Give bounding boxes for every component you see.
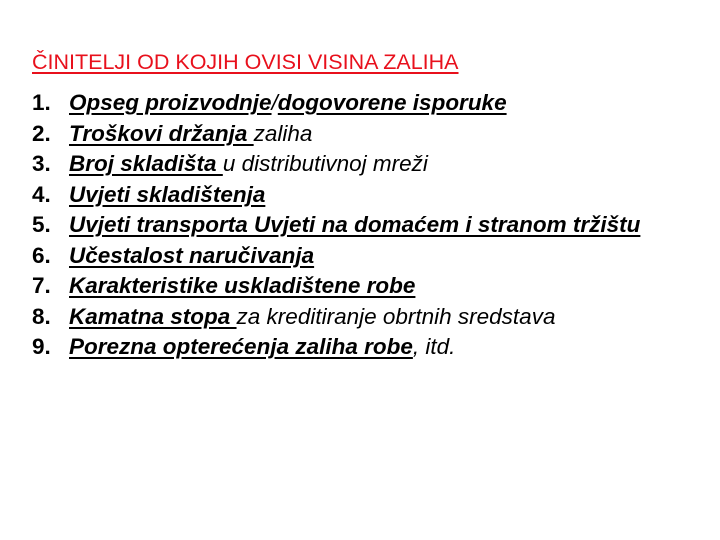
item-text bbox=[69, 241, 682, 272]
item-underlined-text: Broj skladišta bbox=[69, 151, 223, 176]
list-item bbox=[32, 302, 682, 333]
item-number: 9. bbox=[32, 334, 51, 359]
item-underlined-text: Učestalost naručivanja bbox=[69, 242, 315, 268]
item-underlined-text-2: dogovorene isporuke bbox=[277, 90, 507, 115]
item-number: 7. bbox=[32, 273, 51, 298]
item-text bbox=[69, 210, 682, 241]
item-number: 4. bbox=[32, 181, 51, 207]
item-underlined-text: Porezna opterećenja zaliha robe bbox=[69, 334, 413, 359]
list-item bbox=[32, 241, 682, 272]
item-underlined-text: Kamatna stopa bbox=[69, 303, 237, 329]
list-item bbox=[32, 149, 682, 180]
list-item bbox=[32, 88, 682, 119]
item-rest-text: u distributivnoj mreži bbox=[222, 151, 428, 176]
item-rest-text: zaliha bbox=[253, 120, 313, 146]
item-number: 6. bbox=[32, 242, 51, 268]
item-text bbox=[69, 271, 682, 302]
item-text bbox=[69, 119, 682, 150]
item-number: 1. bbox=[32, 90, 51, 115]
item-text bbox=[69, 88, 682, 119]
item-rest-text: , itd. bbox=[412, 334, 456, 359]
list-item bbox=[32, 210, 682, 241]
factors-list bbox=[32, 88, 682, 363]
item-separator: / bbox=[271, 90, 278, 115]
item-number: 5. bbox=[32, 212, 51, 237]
item-number: 3. bbox=[32, 151, 51, 176]
item-text bbox=[69, 302, 682, 333]
item-underlined-text: Troškovi držanja bbox=[69, 120, 254, 146]
item-text bbox=[69, 180, 682, 211]
item-number: 2. bbox=[32, 120, 51, 146]
item-underlined-text: Uvjeti transporta Uvjeti na domaćem i stranom tržištu bbox=[69, 212, 641, 237]
item-text bbox=[69, 332, 682, 363]
list-item bbox=[32, 271, 682, 302]
slide-title: ČINITELJI OD KOJIH OVISI VISINA ZALIHA bbox=[32, 50, 459, 74]
item-underlined-text: Opseg proizvodnje bbox=[69, 90, 272, 115]
item-number: 8. bbox=[32, 303, 51, 329]
list-item bbox=[32, 180, 682, 211]
item-underlined-text: Uvjeti skladištenja bbox=[69, 181, 266, 207]
list-item bbox=[32, 119, 682, 150]
item-underlined-text: Karakteristike uskladištene robe bbox=[69, 273, 416, 298]
list-item bbox=[32, 332, 682, 363]
item-rest-text: za kreditiranje obrtnih sredstava bbox=[236, 303, 556, 329]
item-text bbox=[69, 149, 682, 180]
